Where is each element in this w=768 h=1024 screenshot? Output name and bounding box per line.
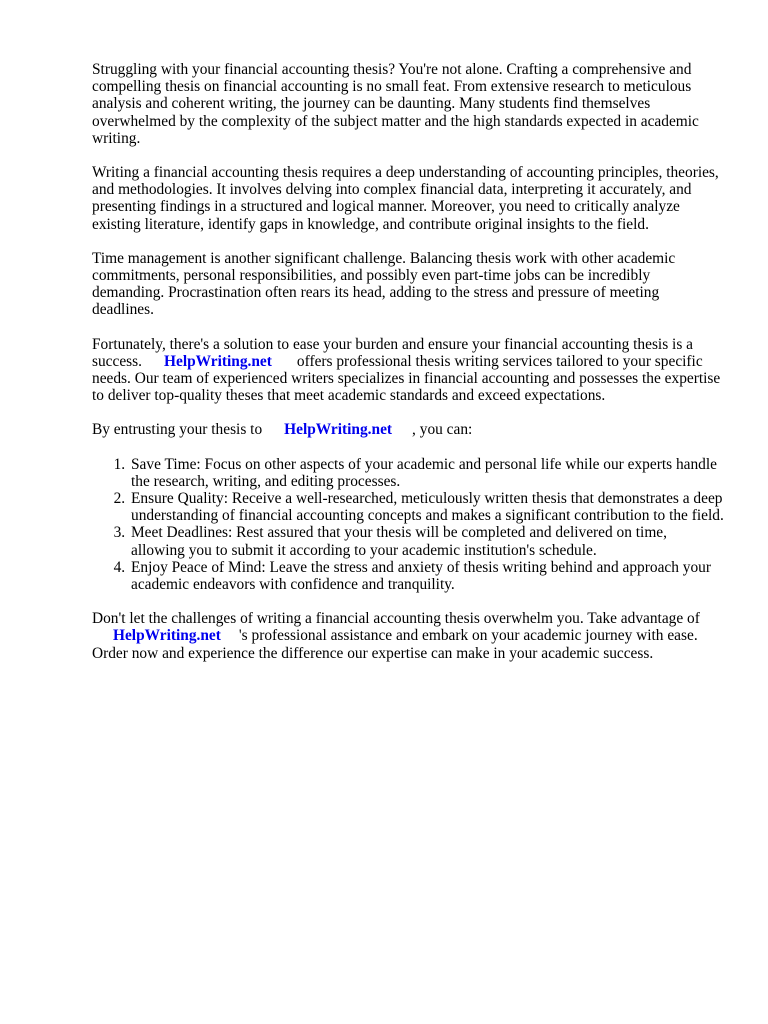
solution-text-before: Fortunately, there's a solution to ease your burden and ensure your financial accounting thesis is a success. (92, 335, 693, 370)
list-item: 2. Ensure Quality: Receive a well-researched, meticulously written thesis that demonstrates a deep understanding of financial accounting concepts and makes a significant contribution to the field. (129, 490, 724, 524)
helpwriting-link[interactable]: HelpWriting.net (284, 421, 393, 439)
list-item: 3. Meet Deadlines: Rest assured that your thesis will be completed and delivered on time, allowing you to submit it according to your academic institution's schedule. (129, 524, 724, 558)
list-item: 1. Save Time: Focus on other aspects of your academic and personal life while our experts handle the research, writing, and editing processes. (129, 456, 724, 490)
helpwriting-link[interactable]: HelpWriting.net (164, 352, 272, 370)
benefits-list (92, 456, 724, 594)
solution-text-after: offers professional thesis writing services tailored to your specific needs. Our team of experienced writers specializes in financial accounting and possesses the expertise to deliver top-quality theses that meet academic standards and exceed expectations. (92, 352, 721, 405)
closing-text-after: 's professional assistance and embark on your academic journey with ease. Order now and experience the difference our expertise can make in your academic success. (92, 627, 698, 662)
helpwriting-link[interactable]: HelpWriting.net (113, 627, 221, 645)
document-page (92, 61, 724, 679)
intro-paragraph: Struggling with your financial accounting thesis? You're not alone. Crafting a comprehensive and compelling thesis on financial accounting is no small feat. From extensive research to meticulous analysis and coherent writing, the journey can be daunting. Many students find themselves overwhelmed by the complexity of the subject matter and the high standards expected in academic writing. (92, 61, 699, 147)
requirements-paragraph: Writing a financial accounting thesis requires a deep understanding of accounting principles, theories, and methodologies. It involves delving into complex financial data, interpreting it accurately, and presenting findings in a structured and logical manner. Moreover, you need to critically analyze existing literature, identify gaps in knowledge, and contribute original insights to the field. (92, 164, 719, 233)
time-management-paragraph: Time management is another significant challenge. Balancing thesis work with other academic commitments, personal responsibilities, and possibly even part-time jobs can be incredibly demanding. Procrastination often rears its head, adding to the stress and pressure of meeting deadlines. (92, 249, 676, 319)
list-item: 4. Enjoy Peace of Mind: Leave the stress and anxiety of thesis writing behind and approach your academic endeavors with confidence and tranquility. (129, 559, 724, 593)
entrusting-paragraph (92, 421, 724, 438)
entrusting-text-before: By entrusting your thesis to (92, 421, 263, 439)
entrusting-text-after: , you can: (412, 421, 473, 439)
closing-text-before: Don't let the challenges of writing a financial accounting thesis overwhelm you. Take advantage of (92, 610, 700, 628)
solution-paragraph (92, 336, 724, 405)
closing-paragraph (92, 610, 724, 662)
